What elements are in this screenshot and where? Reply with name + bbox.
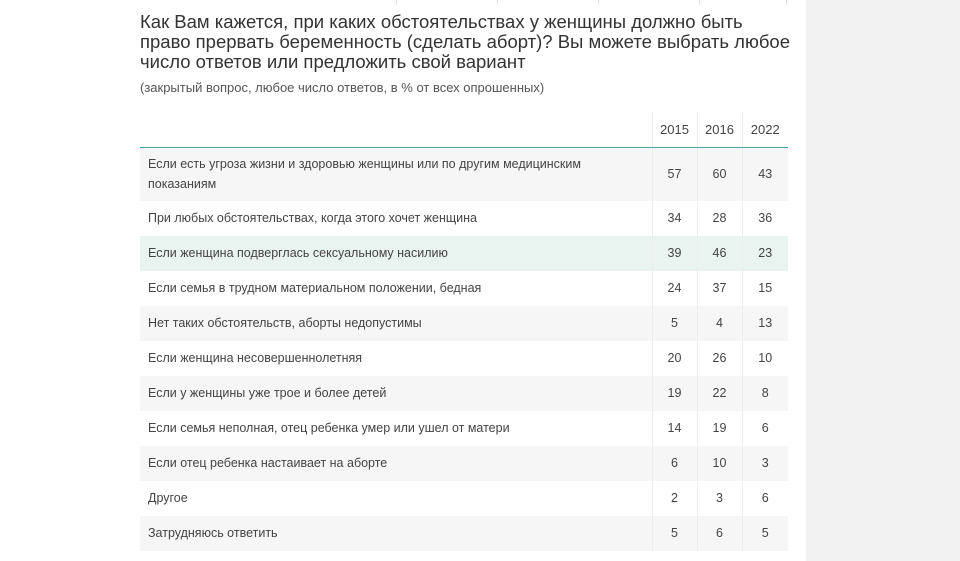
table-row bbox=[140, 236, 788, 271]
value-cell: 3 bbox=[697, 481, 742, 516]
row-label: Если отец ребенка настаивает на аборте bbox=[140, 446, 652, 481]
value-cell: 6 bbox=[742, 411, 788, 446]
table-row bbox=[140, 481, 788, 516]
row-label: Если у женщины уже трое и более детей bbox=[140, 376, 652, 411]
row-label: Если есть угроза жизни и здоровью женщины или по другим медицинским показаниям bbox=[140, 148, 652, 201]
value-cell: 36 bbox=[742, 201, 788, 236]
value-cell: 3 bbox=[742, 446, 788, 481]
value-cell: 2 bbox=[652, 481, 697, 516]
results-table bbox=[140, 112, 788, 551]
value-cell: 8 bbox=[742, 376, 788, 411]
value-cell: 6 bbox=[652, 446, 697, 481]
column-header: 2016 bbox=[697, 112, 742, 148]
row-label: Другое bbox=[148, 491, 188, 505]
table-row bbox=[140, 516, 788, 551]
value-cell: 4 bbox=[697, 306, 742, 341]
value-cell: 22 bbox=[697, 376, 742, 411]
value-cell: 15 bbox=[742, 271, 788, 306]
value-cell: 37 bbox=[697, 271, 742, 306]
value-cell: 10 bbox=[697, 446, 742, 481]
row-label: При любых обстоятельствах, когда этого хочет женщина bbox=[148, 211, 478, 225]
value-cell: 43 bbox=[742, 148, 788, 201]
table-row bbox=[140, 341, 788, 376]
table-row bbox=[140, 148, 788, 201]
value-cell: 60 bbox=[697, 148, 742, 201]
table-row bbox=[140, 411, 788, 446]
table-row bbox=[140, 376, 788, 411]
value-cell: 13 bbox=[742, 306, 788, 341]
value-cell: 5 bbox=[742, 516, 788, 551]
value-cell: 57 bbox=[652, 148, 697, 201]
column-header: 2022 bbox=[742, 112, 788, 148]
value-cell: 34 bbox=[652, 201, 697, 236]
value-cell: 23 bbox=[742, 236, 788, 271]
row-label: Если женщина подверглась сексуальному насилию bbox=[140, 236, 652, 271]
table-row bbox=[140, 446, 788, 481]
table-row bbox=[140, 271, 788, 306]
row-label: Если семья неполная, отец ребенка умер или ушел от матери bbox=[148, 421, 510, 435]
value-cell: 26 bbox=[697, 341, 742, 376]
value-cell: 19 bbox=[697, 411, 742, 446]
value-cell: 24 bbox=[652, 271, 697, 306]
row-label: Если семья в трудном материальном положении, бедная bbox=[148, 281, 482, 295]
value-cell: 6 bbox=[697, 516, 742, 551]
value-cell: 5 bbox=[652, 516, 697, 551]
row-label: Нет таких обстоятельств, аборты недопустимы bbox=[140, 306, 652, 341]
header-row bbox=[140, 112, 788, 148]
value-cell: 19 bbox=[652, 376, 697, 411]
header-label-cell bbox=[140, 112, 652, 148]
value-cell: 6 bbox=[742, 481, 788, 516]
value-cell: 20 bbox=[652, 341, 697, 376]
value-cell: 46 bbox=[697, 236, 742, 271]
value-cell: 14 bbox=[652, 411, 697, 446]
row-label: Если женщина несовершеннолетняя bbox=[148, 351, 363, 365]
value-cell: 28 bbox=[697, 201, 742, 236]
table-row bbox=[140, 201, 788, 236]
value-cell: 10 bbox=[742, 341, 788, 376]
question-subtitle: (закрытый вопрос, любое число ответов, в % от всех опрошенных) bbox=[140, 80, 545, 95]
top-strip bbox=[140, 0, 788, 5]
row-label: Затрудняюсь ответить bbox=[140, 516, 652, 551]
table-row bbox=[140, 306, 788, 341]
column-header: 2015 bbox=[652, 112, 697, 148]
value-cell: 5 bbox=[652, 306, 697, 341]
question-title: Как Вам кажется, при каких обстоятельствах у женщины должно быть право прервать беременность (сделать аборт)? Вы можете выбрать любое число ответов или предложить свой вариант bbox=[140, 11, 791, 72]
value-cell: 39 bbox=[652, 236, 697, 271]
page-gutter bbox=[806, 0, 960, 561]
